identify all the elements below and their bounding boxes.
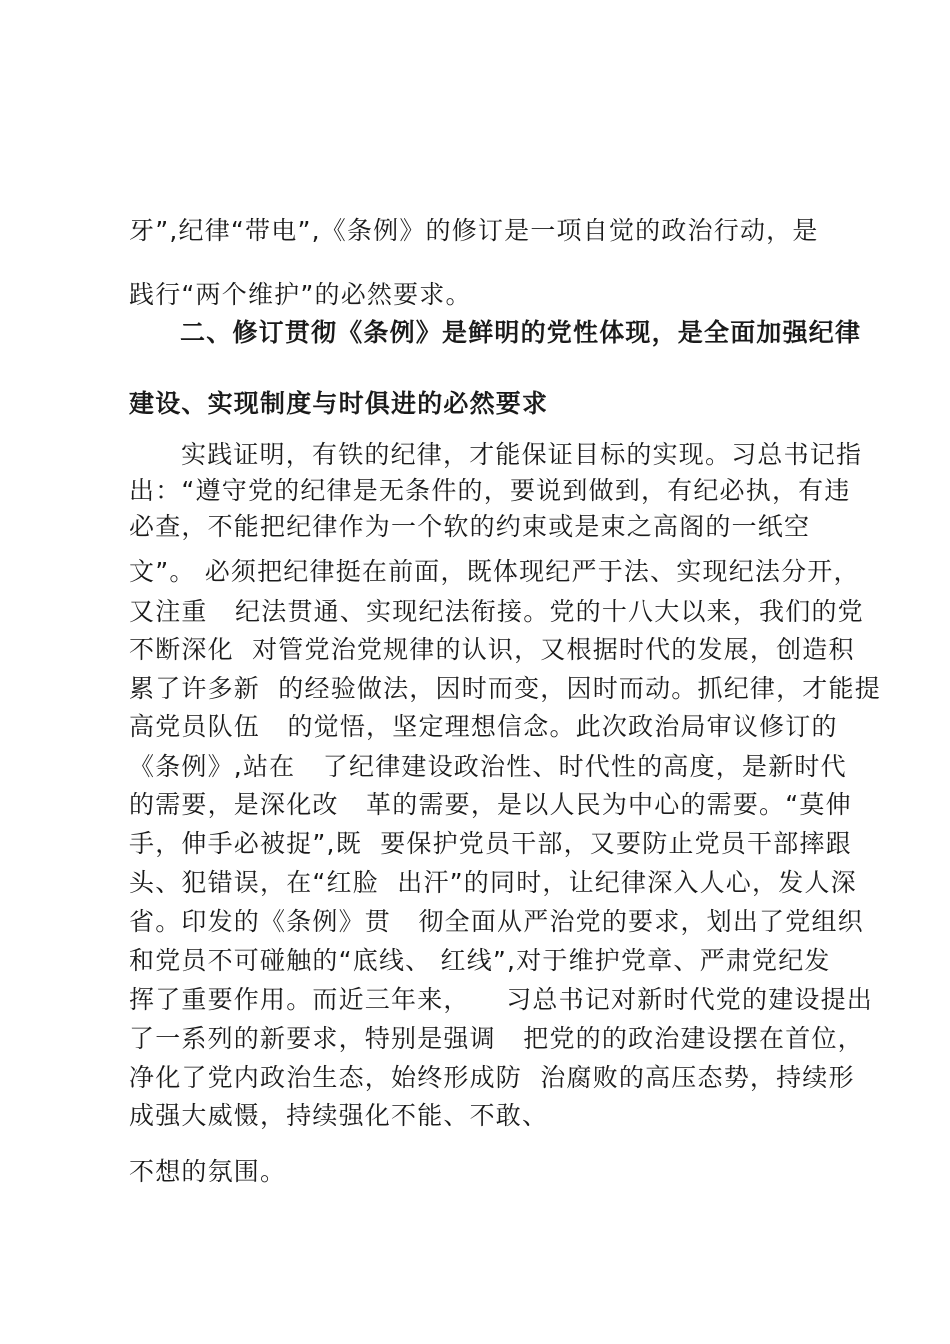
body-line-11: 手，伸手必被捉”,既 要保护党员干部，又要防止党员干部摔跟	[129, 829, 852, 858]
body-line-5: 又注重 纪法贯通、实现纪法衔接。党的十八大以来，我们的党	[129, 597, 864, 626]
intro-line-2: 践行“两个维护”的必然要求。	[129, 280, 472, 309]
body-line-2: 出：“遵守党的纪律是无条件的，要说到做到，有纪必执，有违	[129, 476, 851, 505]
body-line-13: 省。印发的《条例》贯 彻全面从严治党的要求，划出了党组织	[129, 907, 864, 936]
body-line-7: 累了许多新 的经验做法，因时而变，因时而动。抓纪律，才能提	[129, 674, 881, 703]
body-line-1: 实践证明，有铁的纪律，才能保证目标的实现。习总书记指	[181, 440, 863, 469]
body-line-9: 《条例》,站在 了纪律建设政治性、时代性的高度，是新时代	[129, 752, 847, 781]
section-heading-line-1: 二、修订贯彻《条例》是鲜明的党性体现，是全面加强纪律	[180, 318, 862, 347]
body-line-6: 不断深化 对管党治党规律的认识，又根据时代的发展，创造积	[129, 635, 855, 664]
body-line-14: 和党员不可碰触的“底线、 红线”,对于维护党章、严肃党纪发	[129, 946, 831, 975]
body-line-16: 了一系列的新要求，特别是强调 把党的的政治建设摆在首位，	[129, 1024, 864, 1053]
body-line-3: 必查，不能把纪律作为一个软的约束或是束之高阁的一纸空	[129, 512, 811, 541]
body-line-4: 文”。 必须把纪律挺在前面，既体现纪严于法、实现纪法分开，	[129, 557, 860, 586]
intro-line-1: 牙”,纪律“带电”,《条例》的修订是一项自觉的政治行动，是	[129, 216, 819, 245]
body-line-17: 净化了党内政治生态，始终形成防 治腐败的高压态势，持续形	[129, 1063, 855, 1092]
body-line-19: 不想的氛围。	[129, 1157, 287, 1186]
body-line-12: 头、犯错误，在“红脸 出汗”的同时，让纪律深入人心，发人深	[129, 868, 857, 897]
body-line-10: 的需要，是深化改 革的需要，是以人民为中心的需要。“莫伸	[129, 790, 852, 819]
body-line-8: 高党员队伍 的觉悟，坚定理想信念。此次政治局审议修订的	[129, 712, 838, 741]
body-line-18: 成强大威慑，持续强化不能、不敢、	[129, 1101, 549, 1130]
section-heading-line-2: 建设、实现制度与时俱进的必然要求	[129, 389, 549, 418]
body-line-15: 挥了重要作用。而近三年来， 习总书记对新时代党的建设提出	[129, 985, 873, 1014]
